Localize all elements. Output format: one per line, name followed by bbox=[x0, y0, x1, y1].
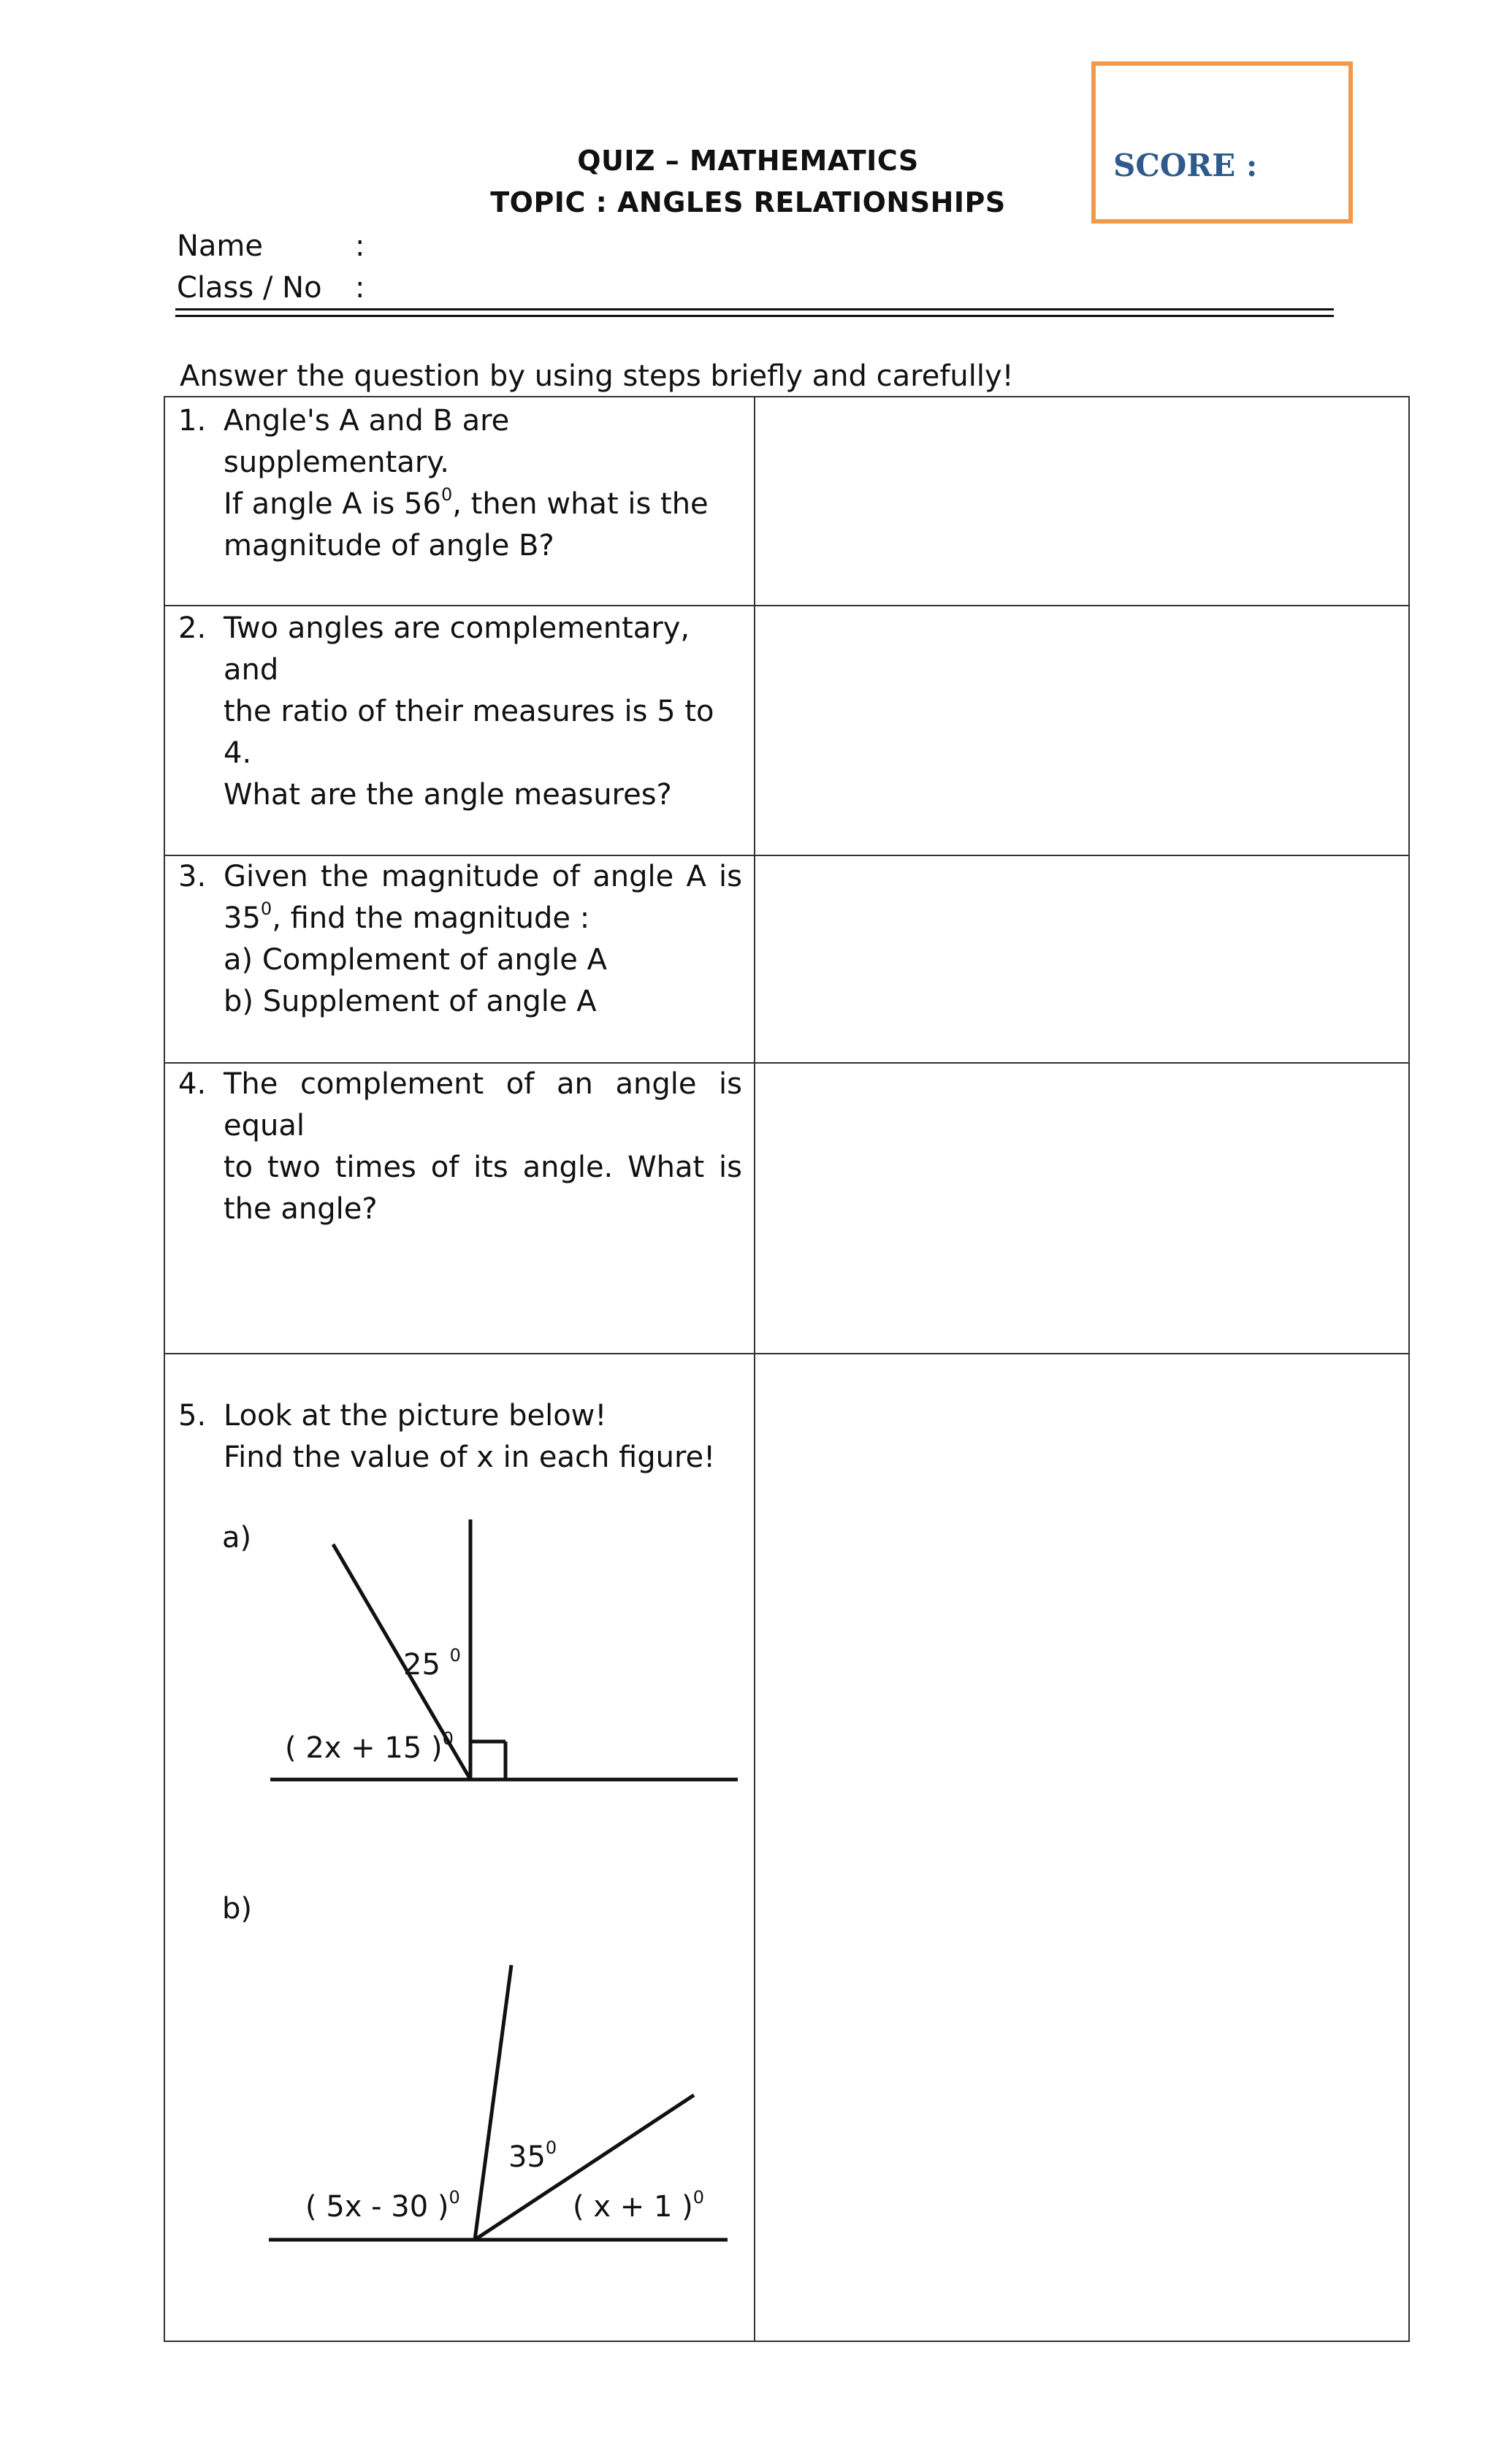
question-number: 1. bbox=[178, 404, 207, 438]
answer-cell-1[interactable] bbox=[755, 397, 1408, 605]
degree-mark: 0 bbox=[440, 484, 453, 505]
header-divider bbox=[175, 308, 1334, 317]
instruction-text: Answer the question by using steps briefly and carefully! bbox=[180, 359, 1014, 393]
question-4 bbox=[178, 1064, 742, 1230]
question-line: If angle A is $56^0$, then what is the bbox=[224, 484, 709, 521]
question-line: magnitude of angle B? bbox=[224, 529, 554, 562]
question-line: Two angles are complementary, and bbox=[224, 611, 690, 687]
question-line: to two times of its angle. What is bbox=[224, 1151, 742, 1184]
figure-a-angle-left: ( 2x + 15 )$^0$ bbox=[285, 1728, 454, 1765]
figure-a-angle-top: 25 $^0$ bbox=[403, 1645, 461, 1682]
question-line: Look at the picture below! bbox=[224, 1399, 607, 1433]
figure-b-angle-mid: $35^0$ bbox=[508, 2137, 557, 2174]
question-line: What are the angle measures? bbox=[224, 778, 672, 812]
question-line: The complement of an angle is equal bbox=[224, 1067, 742, 1143]
question-line: $35^0$, find the magnitude : bbox=[224, 899, 590, 935]
figure-b-steep-ray bbox=[475, 1965, 511, 2240]
question-3 bbox=[178, 856, 742, 1023]
name-label: Name bbox=[177, 229, 264, 263]
figure-a-label: a) bbox=[222, 1521, 252, 1555]
topic-title: TOPIC : ANGLES RELATIONSHIPS bbox=[490, 186, 1006, 218]
question-1 bbox=[178, 400, 742, 567]
question-number: 5. bbox=[178, 1399, 207, 1433]
question-line: the angle? bbox=[224, 1192, 378, 1226]
question-5 bbox=[178, 1395, 742, 1479]
answer-cell-3[interactable] bbox=[755, 856, 1408, 1062]
name-colon: : bbox=[355, 229, 365, 263]
question-line: Given the magnitude of angle A is bbox=[224, 860, 742, 893]
score-label: SCORE : bbox=[1113, 148, 1258, 183]
question-line: a) Complement of angle A bbox=[224, 943, 607, 977]
question-line: b) Supplement of angle A bbox=[224, 985, 597, 1018]
figure-b-angle-right: ( x + 1 )$^0$ bbox=[573, 2187, 704, 2224]
question-line: Angle's A and B are supplementary. bbox=[224, 404, 510, 479]
figure-b-label: b) bbox=[222, 1892, 252, 1926]
answer-cell-4[interactable] bbox=[755, 1064, 1408, 1353]
answer-cell-5[interactable] bbox=[755, 1354, 1408, 2341]
class-label: Class / No bbox=[177, 271, 322, 305]
question-number: 3. bbox=[178, 860, 207, 893]
quiz-title: QUIZ – MATHEMATICS bbox=[577, 145, 919, 177]
answer-cell-2[interactable] bbox=[755, 606, 1408, 855]
question-number: 4. bbox=[178, 1067, 207, 1101]
degree-mark: 0 bbox=[260, 899, 272, 919]
figure-b-angle-left: ( 5x - 30 )$^0$ bbox=[305, 2187, 460, 2224]
class-colon: : bbox=[355, 271, 365, 305]
question-line: Find the value of x in each figure! bbox=[224, 1441, 716, 1474]
question-2 bbox=[178, 608, 742, 816]
question-number: 2. bbox=[178, 611, 207, 645]
question-line: the ratio of their measures is 5 to 4. bbox=[224, 695, 714, 770]
